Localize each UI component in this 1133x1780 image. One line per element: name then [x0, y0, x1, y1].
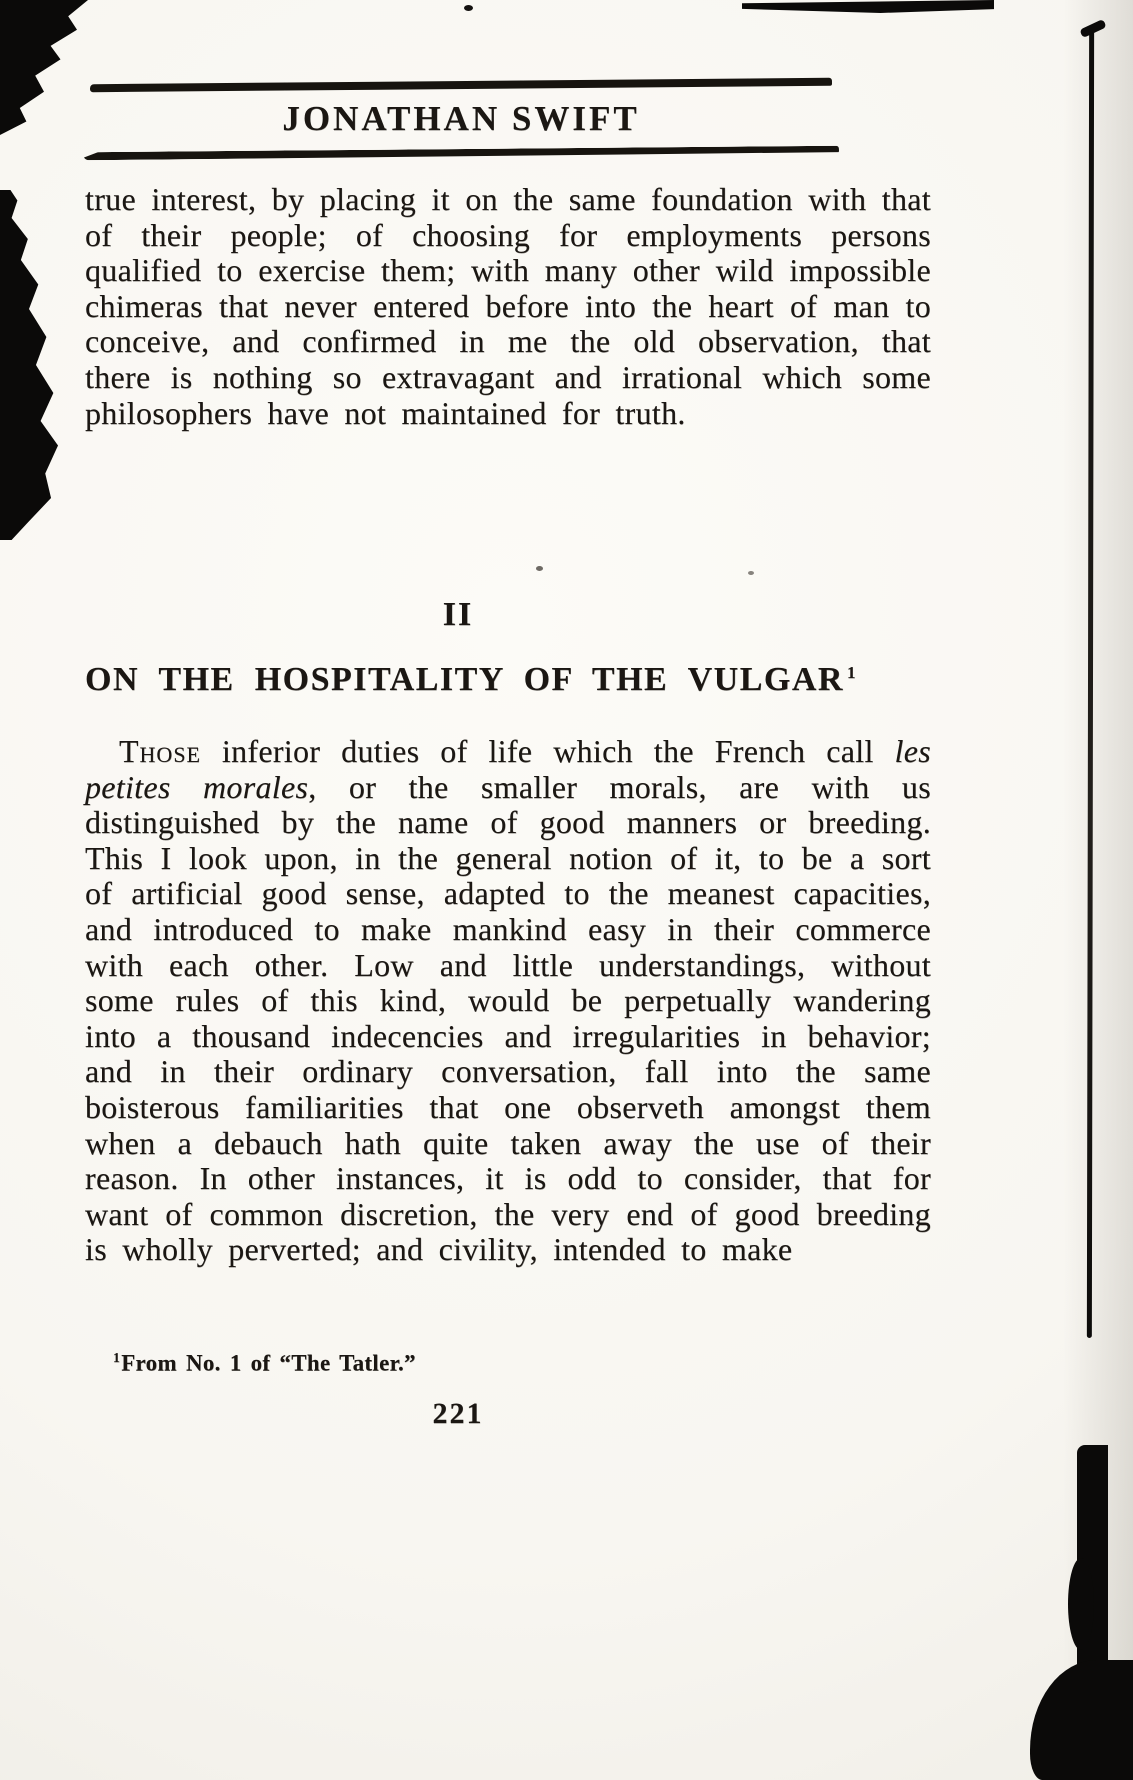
scan-artifact-blob-bottom-right: [1030, 1660, 1133, 1780]
header-rule-top: [90, 78, 832, 92]
scan-artifact-top-edge-mark: [742, 0, 994, 13]
section-title: [85, 661, 931, 699]
italic-phrase: les petites morales: [85, 733, 931, 805]
footnote-marker-icon: 1: [113, 1350, 121, 1365]
section-number: II: [442, 596, 474, 633]
running-header: JONATHAN SWIFT: [282, 99, 640, 138]
scan-artifact-ink-blob-left-margin: [0, 190, 58, 540]
section-body-paragraph: [85, 734, 931, 1268]
section-title-footnote-marker-icon: 1: [846, 662, 857, 682]
section-title-text: ON THE HOSPITALITY OF THE VULGAR: [85, 661, 844, 698]
scan-artifact-right-edge-bump: [1068, 1558, 1094, 1650]
scan-speck-middle-1: [536, 566, 543, 571]
scan-speck-middle-2: [748, 571, 754, 575]
paragraph-continuation: true interest, by placing it on the same foundation with that of their people; of choosing for employments persons qualified to exercise them; with many other wild impossible chimeras that never entered before into the heart of man to conceive, and confirmed in me the old observation, that there is nothing so extravagant and irrational which some philosophers have not maintained for truth.: [85, 181, 931, 431]
lead-word-smallcaps: Those: [119, 733, 201, 769]
scan-speck-top: [464, 5, 473, 11]
footnote-text: From No. 1 of “The Tatler.”: [121, 1350, 416, 1376]
page-number: 221: [432, 1397, 484, 1430]
paragraph-text-after-italic: , or the smaller morals, are with us distinguished by the name of good manners or breeding. This I look upon, in the general notion of it, to be a sort of artificial good sense, adapted to the meanest capacities, and introduced to make mankind easy in their commerce with each other. Low and little understandings, without some rules of this kind, would be perpetually wandering into a thousand indecencies and irregularities in behavior; and in their ordinary conversation, fall into the same boisterous familiarities that one observeth amongst them when a debauch hath quite taken away the use of their reason. In other instances, it is odd to consider, that for want of common discretion, the very end of good breeding is wholly perverted; and civility, intended to make: [85, 768, 931, 1268]
footnote: [113, 1350, 813, 1377]
header-rule-bottom: [83, 146, 839, 161]
paragraph-text-before-italic: inferior duties of life which the French call: [201, 733, 895, 769]
